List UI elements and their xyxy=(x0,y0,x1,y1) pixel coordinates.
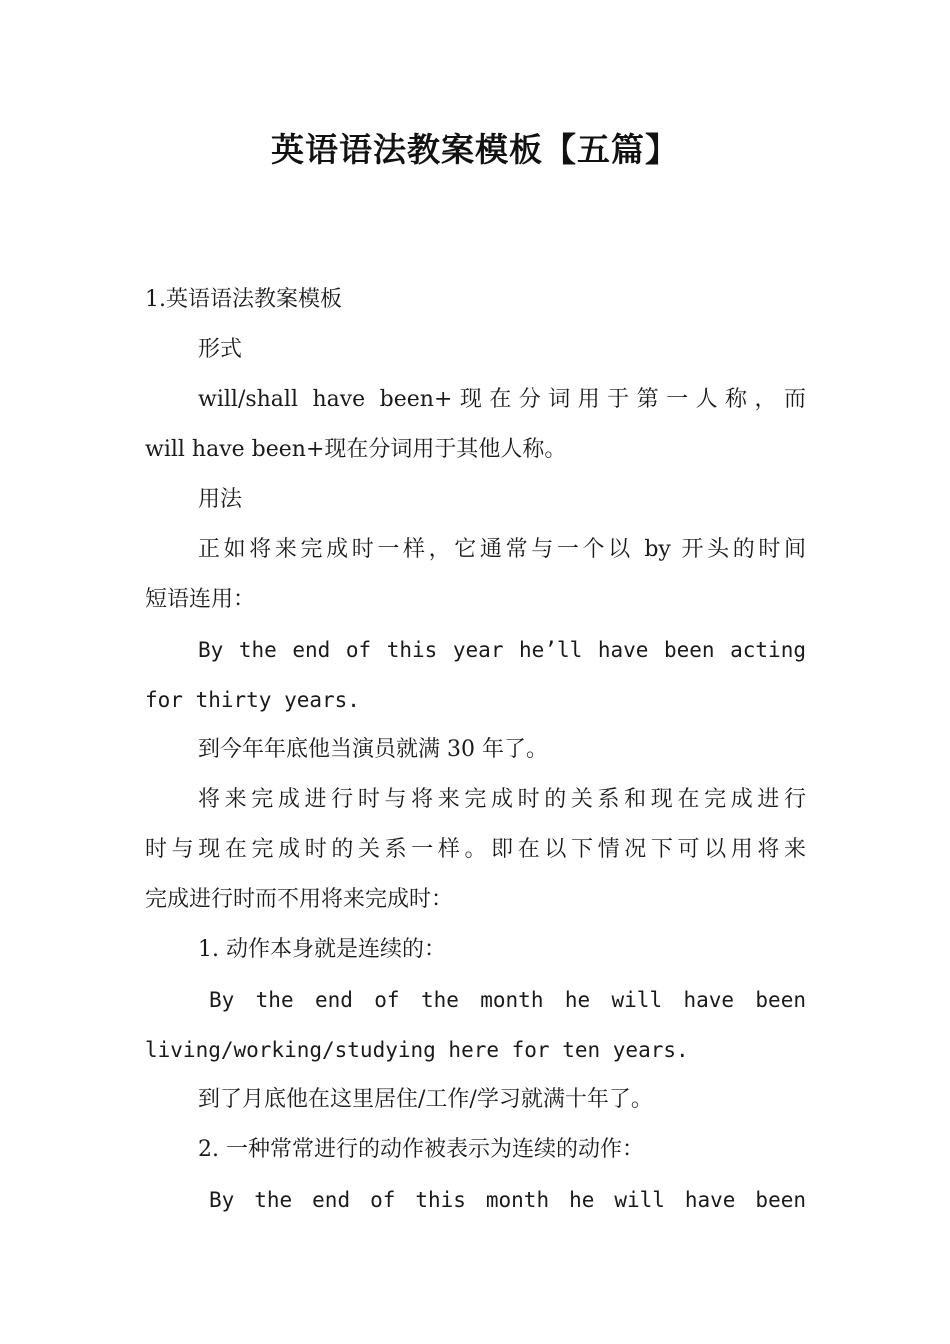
paragraph-line: will/shall have been+现在分词用于第一人称，而 xyxy=(198,387,806,412)
paragraph-line: 时与现在完成时的关系一样。即在以下情况下可以用将来 xyxy=(145,837,806,862)
paragraph-line: 短语连用： xyxy=(145,587,256,612)
example-sentence-line: living/working/studying here for ten years. xyxy=(145,1038,689,1062)
translation-line: 到了月底他在这里居住/工作/学习就满十年了。 xyxy=(198,1087,653,1112)
paragraph-line: 将来完成进行时与将来完成时的关系和现在完成进行 xyxy=(198,787,806,812)
translation-line: 到今年年底他当演员就满 30 年了。 xyxy=(198,737,548,762)
example-sentence-line: By the end of the month he will have been xyxy=(209,988,806,1012)
paragraph-line: 正如将来完成时一样，它通常与一个以 by 开头的时间 xyxy=(198,537,806,562)
subheading-form: 形式 xyxy=(198,337,243,362)
list-item-2: 2. 一种常常进行的动作被表示为连续的动作： xyxy=(198,1137,644,1162)
example-sentence-line: By the end of this year he’ll have been acting xyxy=(198,638,806,662)
subheading-usage: 用法 xyxy=(198,487,243,512)
paragraph-line: 完成进行时而不用将来完成时： xyxy=(145,887,454,912)
example-sentence-line: for thirty years. xyxy=(145,688,360,712)
document-title: 英语语法教案模板【五篇】 xyxy=(271,130,679,169)
example-sentence-line: By the end of this month he will have been xyxy=(209,1188,806,1212)
document-body xyxy=(145,275,806,1225)
paragraph-line: will have been+现在分词用于其他人称。 xyxy=(145,437,567,462)
section-heading: 1.英语语法教案模板 xyxy=(145,287,342,312)
list-item-1: 1. 动作本身就是连续的： xyxy=(198,937,446,962)
